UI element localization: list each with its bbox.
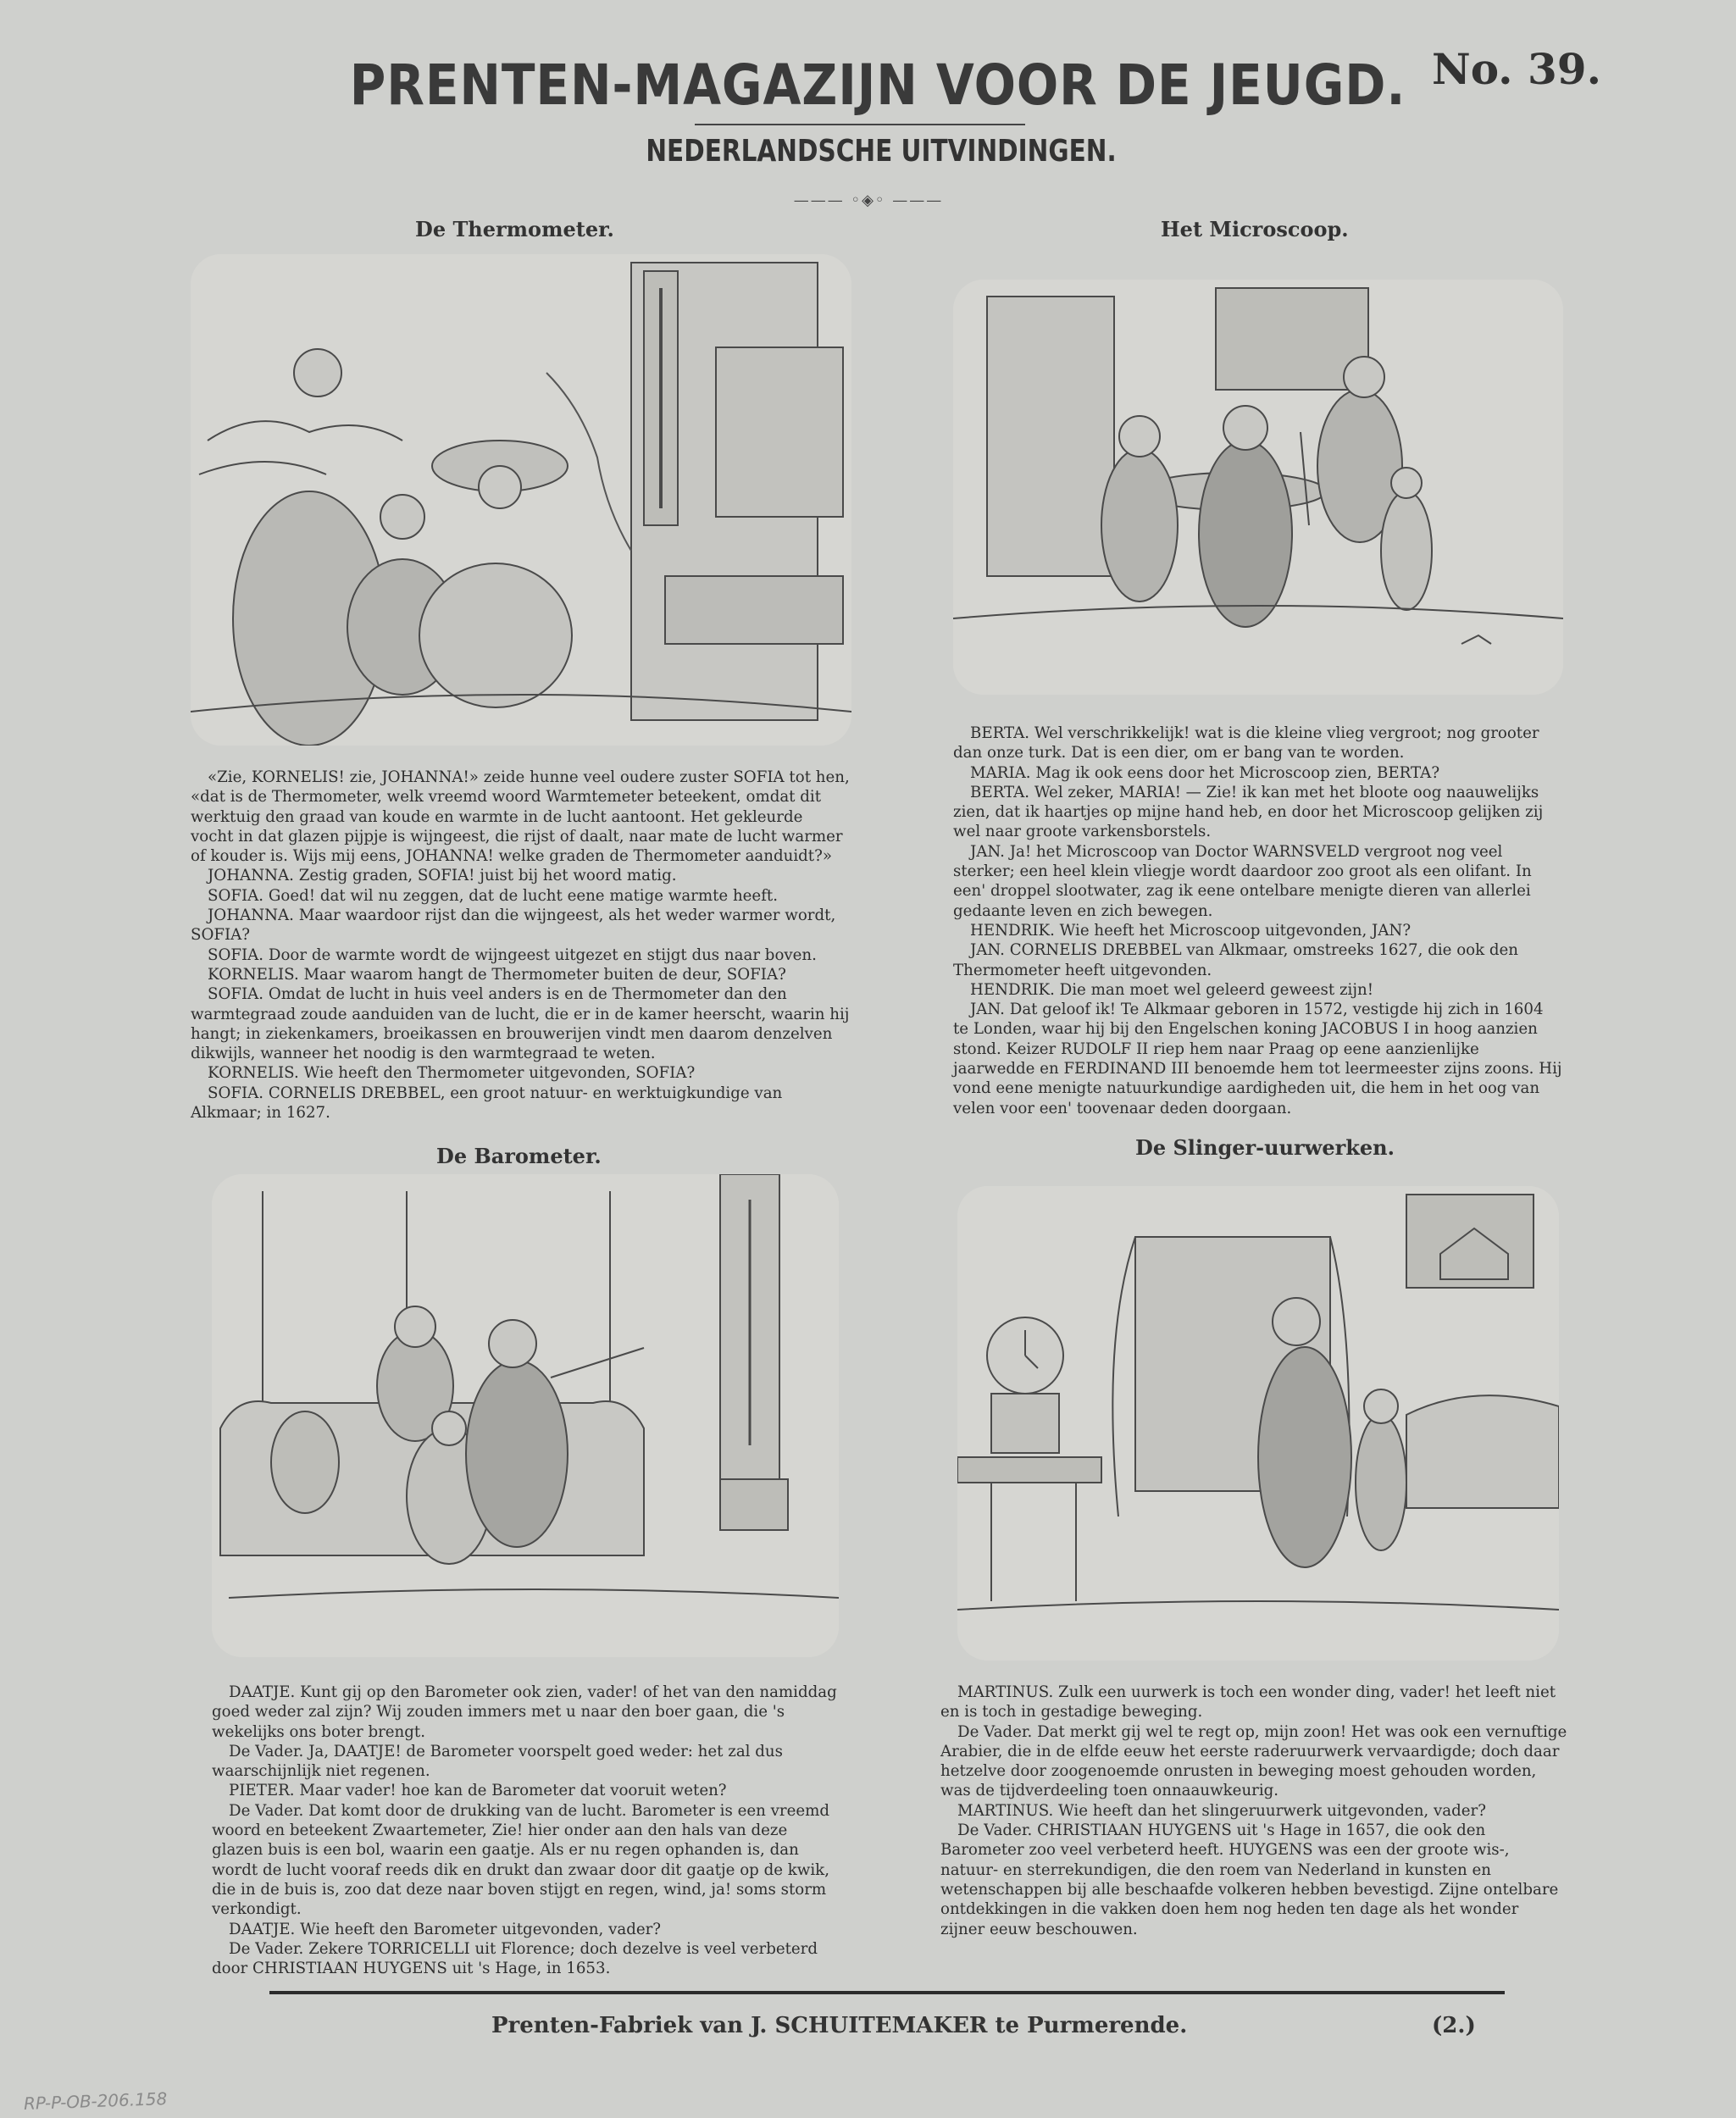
dialogue-line: MARIA. Mag ik ook eens door het Microscoop zien, BERTA? (970, 763, 1440, 782)
dialogue-line: De Vader. Zekere TORRICELLI uit Florence; doch dezelve is veel verbeterd door CHRISTIAAN HUYGENS uit 's Hage, in 1653. (212, 1939, 818, 1978)
dialogue-line: DAATJE. Wie heeft den Barometer uitgevonden, vader? (229, 1920, 662, 1938)
dialogue-line: JAN. Ja! het Microscoop van Doctor WARNSVELD vergroot nog veel sterker; een heel klein vliegje wordt daardoor zoo groot als een olifant. In een' droppel slootwater, zag ik eene ontelbare menigte dieren van allerlei gedaante leven en zich bewegen. (953, 842, 1532, 920)
thermometer-scene-image (191, 254, 851, 746)
masthead (280, 53, 1449, 118)
text-microscoop (953, 724, 1563, 1118)
dialogue-line: PIETER. Maar vader! hoe kan de Barometer dat vooruit weten? (229, 1782, 727, 1800)
illustration-microscoop (953, 280, 1563, 695)
issue-number: No. 39. (1432, 44, 1601, 94)
dialogue-line: JOHANNA. Maar waardoor rijst dan die wijngeest, als het weder warmer wordt, SOFIA? (191, 907, 836, 945)
dialogue-line: MARTINUS. Zulk een uurwerk is toch een wonder ding, vader! het leeft niet en is toch in gestadige beweging. (940, 1683, 1556, 1722)
barometer-scene-image (212, 1174, 839, 1657)
dialogue-line: JAN. CORNELIS DREBBEL van Alkmaar, omstreeks 1627, die ook den Thermometer heeft uitgevonden. (953, 941, 1519, 979)
dialogue-line: De Vader. Dat merkt gij wel te regt op, mijn zoon! Het was ook een vernuftige Arabier, die in de elfde eeuw het eerste raderuurwerk vervaardigde; doch daar hetzelve door zoogenoemde onrusten in beweging moest gehouden worden, was de tijdverdeeling toen onnaauwkeurig. (940, 1722, 1567, 1800)
dialogue-line: DAATJE. Kunt gij op den Barometer ook zien, vader! of het van den namiddag goed weder zal zijn? Wij zouden immers met u naar den boer gaan, die 's wekelijks ons boter brengt. (212, 1683, 837, 1741)
dialogue-line: De Vader. Ja, DAATJE! de Barometer voorspelt goed weder: het zal dus waarschijnlijk niet regenen. (212, 1742, 783, 1781)
title-rule (695, 124, 1025, 125)
dialogue-line: JOHANNA. Zestig graden, SOFIA! juist bij het woord matig. (208, 867, 677, 885)
dialogue-line: De Vader. Dat komt door de drukking van de lucht. Barometer is een vreemd woord en beteekent Zwaartemeter, Zie! hier onder aan den hals van deze glazen buis is een bol, waarin een gaatje. Als er nu regen ophanden is, dan wordt de lucht vooraf reeds dik en drukt dan zwaar door dit gaatje op de kwik, die in de buis is, zoo dat deze naar boven stijgt en regen, wind, ja! soms storm verkondigt. (212, 1801, 830, 1919)
dialogue-line: KORNELIS. Maar waarom hangt de Thermometer buiten de deur, SOFIA? (208, 965, 786, 984)
ornament-divider: ——— ◦◈◦ ——— (793, 191, 944, 209)
footer-rule (269, 1991, 1505, 1994)
dialogue-line: SOFIA. Door de warmte wordt de wijngeest uitgezet en stijgt dus naar boven. (208, 945, 817, 964)
dialogue-line: HENDRIK. Wie heeft het Microscoop uitgevonden, JAN? (970, 921, 1412, 940)
text-slinger (940, 1683, 1567, 1939)
illustration-barometer (212, 1174, 839, 1657)
dialogue-line: KORNELIS. Wie heeft den Thermometer uitgevonden, SOFIA? (208, 1064, 696, 1083)
sheet-number: (2.) (1432, 2013, 1476, 2038)
section-title-slinger: De Slinger-uurwerken. (1135, 1135, 1395, 1160)
dialogue-line: MARTINUS. Wie heeft dan het slingeruurwerk uitgevonden, vader? (957, 1801, 1486, 1820)
dialogue-line: De Vader. CHRISTIAAN HUYGENS uit 's Hage in 1657, die ook den Barometer zoo veel verbeterd heeft. HUYGENS was een der groote wis-, natuur- en sterrekundigen, die den roem van Nederland in kunsten en wetenschappen bij alle beschaafde volkeren hebben bevestigd. Zijne ontelbare ontdekkingen in die vakken doen hem nog heden ten dage als het wonder zijner eeuw beschouwen. (940, 1821, 1559, 1938)
illustration-thermometer (191, 254, 851, 746)
dialogue-line: BERTA. Wel verschrikkelijk! wat is die kleine vlieg vergroot; nog grooter dan onze turk. Dat is een dier, om er bang van te worden. (953, 724, 1539, 762)
dialogue-line: BERTA. Wel zeker, MARIA! — Zie! ik kan met het bloote oog naauwelijks zien, dat ik haartjes op mijne hand heb, en door het Microscoop gelijken zij wel naar groote varkensborstels. (953, 783, 1544, 841)
illustration-slinger (957, 1186, 1559, 1661)
section-title-microscoop: Het Microscoop. (1161, 217, 1349, 241)
page-title: PRENTEN-MAGAZIJN VOOR DE JEUGD. (349, 53, 1406, 118)
dialogue-line: HENDRIK. Die man moet wel geleerd geweest zijn! (970, 980, 1374, 999)
publisher-imprint: Prenten-Fabriek van J. SCHUITEMAKER te Purmerende. (491, 2013, 1188, 2038)
text-thermometer (191, 768, 850, 1123)
clock-scene-image (957, 1186, 1559, 1661)
dialogue-line: SOFIA. CORNELIS DREBBEL, een groot natuur- en werktuigkundige van Alkmaar; in 1627. (191, 1084, 783, 1123)
microscope-scene-image (953, 280, 1563, 695)
dialogue-line: SOFIA. Goed! dat wil nu zeggen, dat de lucht eene matige warmte heeft. (208, 886, 779, 905)
dialogue-line: «Zie, KORNELIS! zie, JOHANNA!» zeide hunne veel oudere zuster SOFIA tot hen, «dat is de Thermometer, welk vreemd woord Warmtemeter beteekent, omdat dit werktuig den graad van koude en warmte in de lucht aantoont. Het gekleurde vocht in dat glazen pijpje is wijngeest, die rijst of daalt, naar mate de lucht warmer of kouder is. Wijs mij eens, JOHANNA! welke graden de Thermometer aanduidt?» (191, 768, 850, 866)
dialogue-line: SOFIA. Omdat de lucht in huis veel anders is en de Thermometer dan den warmtegraad zoude aanduiden van de lucht, die er in de kamer heerscht, waarin hij hangt; in ziekenkamers, broeikassen en brouwerijen vindt men daarom denzelven dikwijls, wanneer het noodig is den warmtegraad te weten. (191, 985, 850, 1063)
dialogue-line: JAN. Dat geloof ik! Te Alkmaar geboren in 1572, vestigde hij zich in 1604 te Londen, waar hij bij den Engelschen koning JACOBUS I in hoog aanzien stond. Keizer RUDOLF II riep hem naar Praag op eene aanzienlijke jaarwedde en FERDINAND III benoemde hem tot leermeester zijns zoons. Hij vond eene menigte natuurkundige aardigheden uit, die hem in het oog van velen voor een' toovenaar deden doorgaan. (953, 1001, 1562, 1117)
section-title-thermometer: De Thermometer. (415, 217, 614, 241)
page-subtitle: NEDERLANDSCHE UITVINDINGEN. (646, 134, 1117, 169)
collection-stamp: RP-P-OB-206.158 (23, 2088, 168, 2114)
section-title-barometer: De Barometer. (436, 1144, 602, 1168)
text-barometer (212, 1683, 839, 1978)
